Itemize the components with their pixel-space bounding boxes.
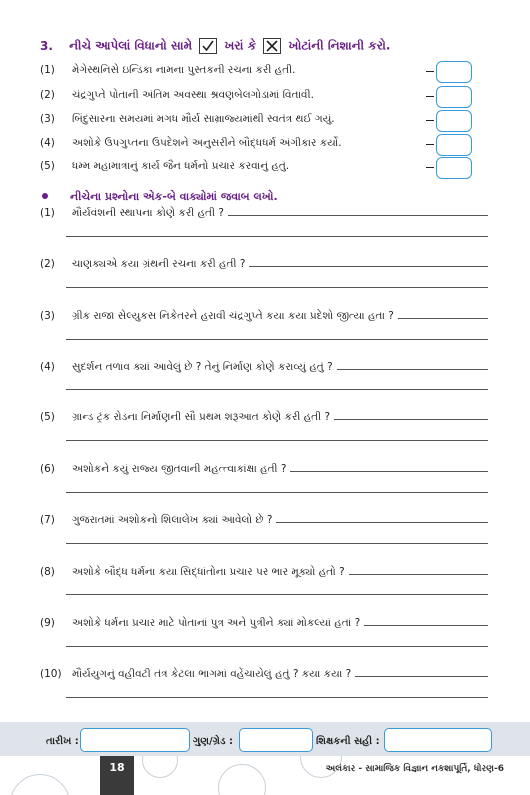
answer-line[interactable] bbox=[66, 236, 488, 237]
answer-line[interactable] bbox=[66, 339, 488, 340]
section-3-number: 3. bbox=[40, 38, 53, 53]
instruction-part-3: ખોટાંની નિશાની કરો. bbox=[288, 38, 391, 53]
statement-number: (1) bbox=[40, 64, 55, 76]
statement-3 bbox=[40, 113, 335, 126]
statement-5 bbox=[40, 160, 289, 173]
question-text: અશોકને કયું રાજ્ય જીતવાની મહત્ત્વાકાંક્ષા હતી ? bbox=[72, 463, 287, 475]
answer-dash bbox=[426, 167, 434, 168]
bullet-icon bbox=[42, 193, 48, 199]
question-text: ગ્રીક રાજા સેલ્યુકસ નિકેતરને હરાવી ચંદ્રગુપ્તે કયા કયા પ્રદેશો જીત્યા હતા ? bbox=[72, 310, 394, 322]
grade-field[interactable] bbox=[239, 728, 313, 752]
question-number: (1) bbox=[40, 207, 55, 219]
question-number: (6) bbox=[40, 463, 55, 475]
question-4 bbox=[40, 361, 337, 374]
answer-box-1[interactable] bbox=[436, 61, 472, 83]
question-8 bbox=[40, 566, 349, 579]
question-text: સુદર્શન તળાવ ક્યાં આવેલું છે ? તેનું નિર્માણ કોણે કરાવ્યું હતું ? bbox=[72, 361, 333, 373]
instruction-part-2: ખરાં કે bbox=[224, 38, 257, 53]
question-1 bbox=[40, 207, 228, 220]
answer-line[interactable] bbox=[66, 440, 488, 441]
answer-line[interactable] bbox=[66, 492, 488, 493]
cross-mark-icon bbox=[263, 38, 281, 54]
question-6 bbox=[40, 463, 290, 476]
question-text: અશોકે ધર્મના પ્રચાર માટે પોતાનાં પુત્ર અને પુત્રીને ક્યાં મોકલ્યાં હતાં ? bbox=[72, 617, 361, 629]
question-10 bbox=[40, 668, 355, 681]
instruction-part-1: નીચે આપેલાં વિધાનો સામે bbox=[69, 38, 193, 53]
answer-line[interactable] bbox=[66, 389, 488, 390]
answer-box-4[interactable] bbox=[436, 134, 472, 156]
page-number: 18 bbox=[109, 761, 125, 774]
question-text: અશોકે બૌદ્ધ ધર્મના કયા સિદ્ધાંતોના પ્રચાર પર ભાર મૂક્યો હતો ? bbox=[72, 566, 345, 578]
question-number: (10) bbox=[40, 668, 62, 680]
statement-text: ધમ્મ મહામાત્રાનું કાર્ય જૈન ધર્મનો પ્રચાર કરવાનું હતું. bbox=[72, 160, 290, 172]
answer-line[interactable] bbox=[66, 543, 488, 544]
question-number: (5) bbox=[40, 411, 55, 423]
question-text: ચાણક્યએ કયા ગ્રંથની રચના કરી હતી ? bbox=[72, 258, 246, 270]
question-3 bbox=[40, 310, 398, 323]
statement-2 bbox=[40, 89, 314, 102]
teacher-sign-label: શિક્ષકની સહી : bbox=[316, 736, 380, 747]
statement-4 bbox=[40, 137, 342, 150]
grade-label: ગુણ/ગ્રેડ : bbox=[193, 736, 233, 747]
question-number: (3) bbox=[40, 310, 55, 322]
answer-line[interactable] bbox=[66, 594, 488, 595]
short-answer-heading bbox=[40, 190, 278, 204]
section-3-heading bbox=[40, 38, 390, 54]
statement-text: ચંદ્રગુપ્તે પોતાની અંતિમ અવસ્થા શ્રવણબેલગોડામાં વિતાવી. bbox=[72, 89, 314, 101]
answer-dash bbox=[426, 71, 434, 72]
question-text: ગુજરાતમાં અશોકનો શિલાલેખ ક્યાં આવેલો છે ? bbox=[72, 514, 273, 526]
statement-text: અશોકે ઉપગુપ્તના ઉપદેશને અનુસરીને બૌદ્ધધર્મ અંગીકાર કર્યો. bbox=[72, 137, 342, 149]
answer-box-5[interactable] bbox=[436, 157, 472, 179]
footer-decoration bbox=[0, 756, 530, 795]
question-9 bbox=[40, 617, 364, 630]
teacher-sign-field[interactable] bbox=[384, 728, 492, 752]
statement-1 bbox=[40, 64, 295, 77]
question-2 bbox=[40, 258, 249, 271]
answer-dash bbox=[426, 96, 434, 97]
statement-number: (2) bbox=[40, 89, 55, 101]
decorative-circle bbox=[10, 774, 70, 795]
decorative-circle bbox=[142, 756, 178, 778]
question-7 bbox=[40, 514, 276, 527]
answer-box-3[interactable] bbox=[436, 110, 472, 132]
statement-number: (5) bbox=[40, 160, 55, 172]
question-number: (9) bbox=[40, 617, 55, 629]
answer-box-2[interactable] bbox=[436, 86, 472, 108]
date-label: તારીખ : bbox=[46, 736, 79, 747]
short-answer-heading-text: નીચેના પ્રશ્નોના એક-બે વાક્યોમાં જવાબ લખો. bbox=[70, 190, 278, 203]
statement-text: મેગેસ્થનિસે ઇન્ડિકા નામના પુસ્તકની રચના કરી હતી. bbox=[72, 64, 296, 76]
statement-number: (3) bbox=[40, 113, 55, 125]
statement-text: બિંદુસારના સમયમાં મગધ મૌર્ય સામ્રાજ્યમાંથી સ્વતંત્ર થઈ ગયું. bbox=[72, 113, 335, 125]
question-text: મૌર્યવંશની સ્થાપના કોણે કરી હતી ? bbox=[72, 207, 224, 219]
question-5 bbox=[40, 411, 334, 424]
book-title: અલંકાર - સામાજિક વિજ્ઞાન નકશાપૂર્તિ, ધોરણ-6 bbox=[325, 764, 504, 774]
question-number: (2) bbox=[40, 258, 55, 270]
statement-number: (4) bbox=[40, 137, 55, 149]
answer-dash bbox=[426, 144, 434, 145]
decorative-circle bbox=[218, 764, 266, 795]
question-text: ગ્રાન્ડ ટ્રંક રોડના નિર્માણની સૌ પ્રથમ શરૂઆત કોણે કરી હતી ? bbox=[72, 411, 331, 423]
answer-line[interactable] bbox=[66, 646, 488, 647]
date-field[interactable] bbox=[80, 728, 190, 752]
question-text: મૌર્યયુગનું વહીવટી તંત્ર કેટલા ભાગમાં વહેંચાયેલું હતું ? કયા કયા ? bbox=[72, 668, 352, 680]
answer-dash bbox=[426, 120, 434, 121]
question-number: (4) bbox=[40, 361, 55, 373]
question-number: (7) bbox=[40, 514, 55, 526]
check-mark-icon bbox=[199, 38, 217, 54]
answer-line[interactable] bbox=[66, 287, 488, 288]
question-number: (8) bbox=[40, 566, 55, 578]
answer-line[interactable] bbox=[66, 697, 488, 698]
